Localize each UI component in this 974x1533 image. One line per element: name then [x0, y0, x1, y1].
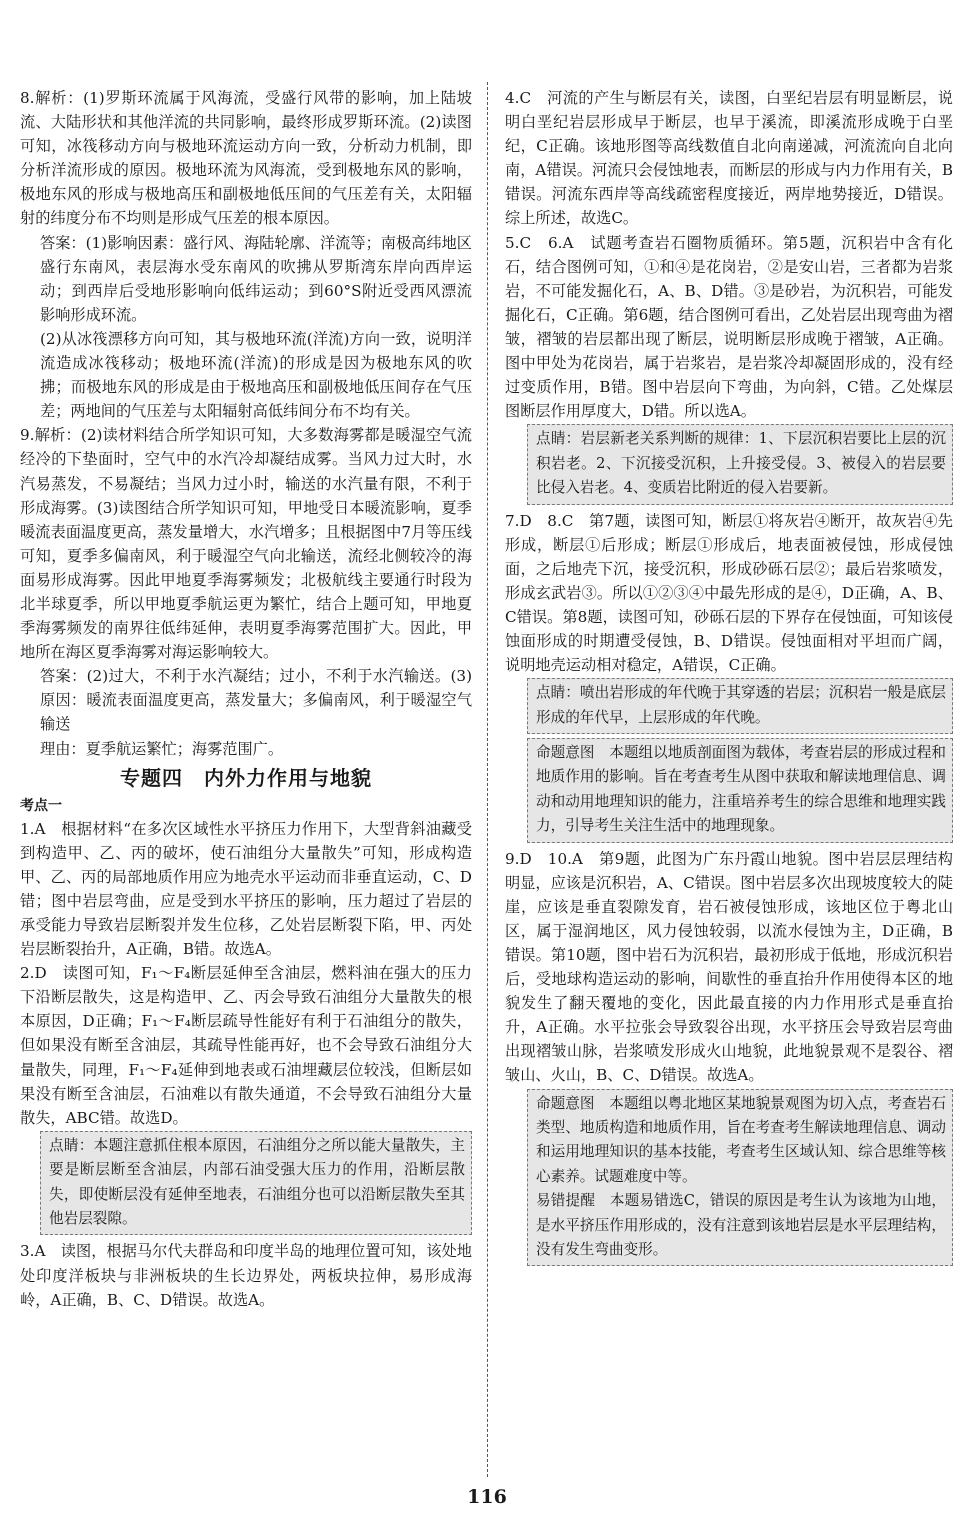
q9-answer: 答案：(2)过大，不利于水汽凝结；过小，不利于水汽输送。(3)原因：暖流表面温度更高，蒸发量大；多偏南风，利于暖湿空气输送: [40, 667, 472, 734]
section-title: 专题四 内外力作用与地貌: [120, 765, 372, 790]
q8-answer: 答案：(1)影响因素：盛行风、海陆轮廓、洋流等；南极高纬地区盛行东南风，表层海水受东南风的吹拂从罗斯湾东岸向西岸运动；到西岸后受地形影响向低纬运动；到60°S附近受西风漂流影响形成环流。: [40, 233, 472, 324]
q1-answer: 1.A 根据材料“在多次区域性水平挤压力作用下，大型背斜油藏受到构造甲、乙、丙的破坏，使石油组分大量散失”可知，形成构造甲、乙、丙的局部地质作用应为地壳水平运动而非垂直运动，C、D错；图中岩层弯曲，应是受到水平挤压的影响，压力超过了岩层的承受能力导致岩层断裂并发生位移，乙处岩层断裂下陷，甲、丙处岩层断裂抬升，A正确，B错。故选A。: [20, 819, 472, 959]
tip-box-2: [527, 424, 953, 504]
q8-answer-2: (2)从冰筏漂移方向可知，其与极地环流(洋流)方向一致，说明洋流造成冰筏移动；极地环流(洋流)的形成是因为极地东风的吹拂；而极地东风的形成是由于极地高压和副极地低压间存在气压差；两地间的气压差与太阳辐射高低纬间分布不均有关。: [40, 329, 472, 421]
intent-text-1: 命题意图 本题组以地质剖面图为载体，考查岩层的形成过程和地质作用的影响。旨在考查考生从图中获取和解读地理信息、调动和动用地理知识的能力，注重培养考生的综合思维和地理实践力，引导考生关注生活中的地理现象。: [536, 744, 946, 835]
kaodian-label: 考点一: [20, 797, 62, 814]
q2-answer: 2.D 读图可知，F₁～F₄断层延伸至含油层，燃料油在强大的压力下沿断层散失，这是构造甲、乙、丙会导致石油组分大量散失的根本原因，D正确；F₁～F₄断层疏导性能好有利于石油组分的散失，但如果没有断至含油层，其疏导性能再好，也不会导致石油组分大量散失，同理，F₁～F₄延伸到地表或石油埋藏层位较浅，但断层如果没有断至含油层，石油难以有散失通道，不会导致石油组分大量散失，ABC错。故选D。: [20, 964, 472, 1127]
tip-box-1: [40, 1131, 472, 1236]
q9-analysis: 9.解析：(2)读材料结合所学知识可知，大多数海雾都是暖湿空气流经冷的下垫面时，空气中的水汽冷却凝结成雾。当风力过大时，水汽易蒸发，不易凝结；当风力过小时，输送的水汽量有限，不利于形成海雾。(3)读图结合所学知识可知，甲地受日本暖流影响，夏季暖流表面温度更高，蒸发量增大，水汽增多；且根据图中7月等压线可知，夏季多偏南风，利于暖湿空气向北输送，流经北侧较冷的海面易形成海雾。因此甲地夏季海雾频发；北极航线主要通行时段为北半球夏季，所以甲地夏季航运更为繁忙，结合上题可知，甲地夏季海雾频发的南界往低纬延伸，表明夏季海雾范围扩大。因此，甲地所在海区夏季海雾对海运影响较大。: [20, 426, 472, 662]
intent-box-1: [527, 738, 953, 843]
q9-10-answer: 9.D 10.A 第9题，此图为广东丹霞山地貌。图中岩层层理结构明显，应该是沉积岩，A、C错误。图中岩层多次出现坡度较大的陡崖，应该是垂直裂隙发育，岩石被侵蚀形成，该地区位于粤北山区，属于湿润地区，风力侵蚀较弱，以流水侵蚀为主，D正确，B错误。第10题，图中岩石为沉积岩，最初形成于低地，形成沉积岩后，受地球构造运动的影响，间歇性的垂直抬升作用使得本区的地貌发生了翻天覆地的变化，因此最直接的内力作用形式是垂直抬升，A正确。水平拉张会导致裂谷出现，水平挤压会导致岩层弯曲出现褶皱山脉，岩浆喷发形成火山地貌，此地貌景观不是裂谷、褶皱山、火山，B、C、D错误。故选A。: [505, 849, 953, 1085]
tip-text-3: 点睛：喷出岩形成的年代晚于其穿透的岩层；沉积岩一般是底层形成的年代早，上层形成的年代晚。: [536, 684, 946, 726]
q4-answer: 4.C 河流的产生与断层有关，读图，白垩纪岩层有明显断层，说明白垩纪岩层形成早于断层，也早于溪流，即溪流形成晚于白垩纪，C正确。该地形图等高线数值自北向南递减，河流流向自北向南，A错误。河流只会侵蚀地表，而断层的形成与内力作用有关，B错误。河流东西岸等高线疏密程度接近，两岸地势接近，D错误。综上所述，故选C。: [505, 89, 953, 228]
intent-text-2: 命题意图 本题组以粤北地区某地貌景观图为切入点，考查岩石类型、地质构造和地质作用，旨在考查考生解读地理信息、调动和运用地理知识的基本技能，考查考生区域认知、综合思维等核心素养。试题难度中等。: [536, 1094, 946, 1185]
left-column: [20, 86, 472, 1312]
q8-analysis: 8.解析：(1)罗斯环流属于风海流，受盛行风带的影响，加上陆坡流、大陆形状和其他洋流的共同影响，最终形成罗斯环流。(2)读图可知，冰筏移动方向与极地环流运动方向一致，分析动力机制，即分析洋流形成的原因。极地环流为风海流，受到极地东风的影响，极地东风的形成与极地高压和副极地低压间的气压差有关，太阳辐射的纬度分布不均则是形成气压差的根本原因。: [20, 89, 472, 228]
column-divider: [487, 82, 488, 1477]
right-column: [505, 86, 953, 1270]
intent-box-2: [527, 1089, 953, 1267]
tip-box-3: [527, 678, 953, 734]
q5-6-answer: 5.C 6.A 试题考查岩石圈物质循环。第5题，沉积岩中含有化石，结合图例可知，①和④是花岗岩，②是安山岩，三者都为岩浆岩，不可能发掘化石，A、B、D错。③是砂岩，为沉积岩，可能发掘化石，C正确。第6题，结合图例可看出，乙处岩层出现弯曲为褶皱，褶皱的岩层都出现了断层，说明断层形成晚于褶皱，A正确。图中甲处为花岗岩，属于岩浆岩，是岩浆冷却凝固形成的，没有经过变质作用，B错。图中岩层向下弯曲，为向斜，C错。乙处煤层图断层作用厚度大，D错。所以选A。: [505, 233, 953, 421]
error-tip-text: 易错提醒 本题易错选C，错误的原因是考生认为该地为山地，是水平挤压作用形成的，没有注意到该地岩层是水平层理结构，没有发生弯曲变形。: [536, 1192, 946, 1258]
tip-text-2: 点睛：岩层新老关系判断的规律：1、下层沉积岩要比上层的沉积岩老。2、下沉接受沉积，上升接受侵。3、被侵入的岩层要比侵入岩老。4、变质岩比附近的侵入岩要新。: [536, 430, 946, 497]
q7-8-answer: 7.D 8.C 第7题，读图可知，断层①将灰岩④断开，故灰岩④先形成，断层①后形成；断层①形成后，地表面被侵蚀，形成侵蚀面，之后地壳下沉，接受沉积，形成砂砾石层②；最后岩浆喷发，形成玄武岩③。所以①②③④中最先形成的是④，D正确，A、B、C错误。第8题，读图可知，砂砾石层的下界存在侵蚀面，可知该侵蚀面形成的时期遭受侵蚀，B、D错误。侵蚀面相对平坦而广阔，说明地壳运动相对稳定，A错误，C正确。: [505, 511, 953, 675]
q3-answer: 3.A 读图，根据马尔代夫群岛和印度半岛的地理位置可知，该处地处印度洋板块与非洲板块的生长边界处，两板块拉伸，易形成海岭，A正确，B、C、D错误。故选A。: [20, 1242, 472, 1309]
q9-reason: 理由：夏季航运繁忙；海雾范围广。: [40, 739, 283, 758]
page-number: 116: [467, 1486, 507, 1508]
tip-text-1: 点睛：本题注意抓住根本原因，石油组分之所以能大量散失，主要是断层断至含油层，内部石油受强大压力的作用，沿断层散失，即使断层没有延伸至地表，石油组分也可以沿断层散失至其他岩层裂隙。: [49, 1136, 465, 1228]
